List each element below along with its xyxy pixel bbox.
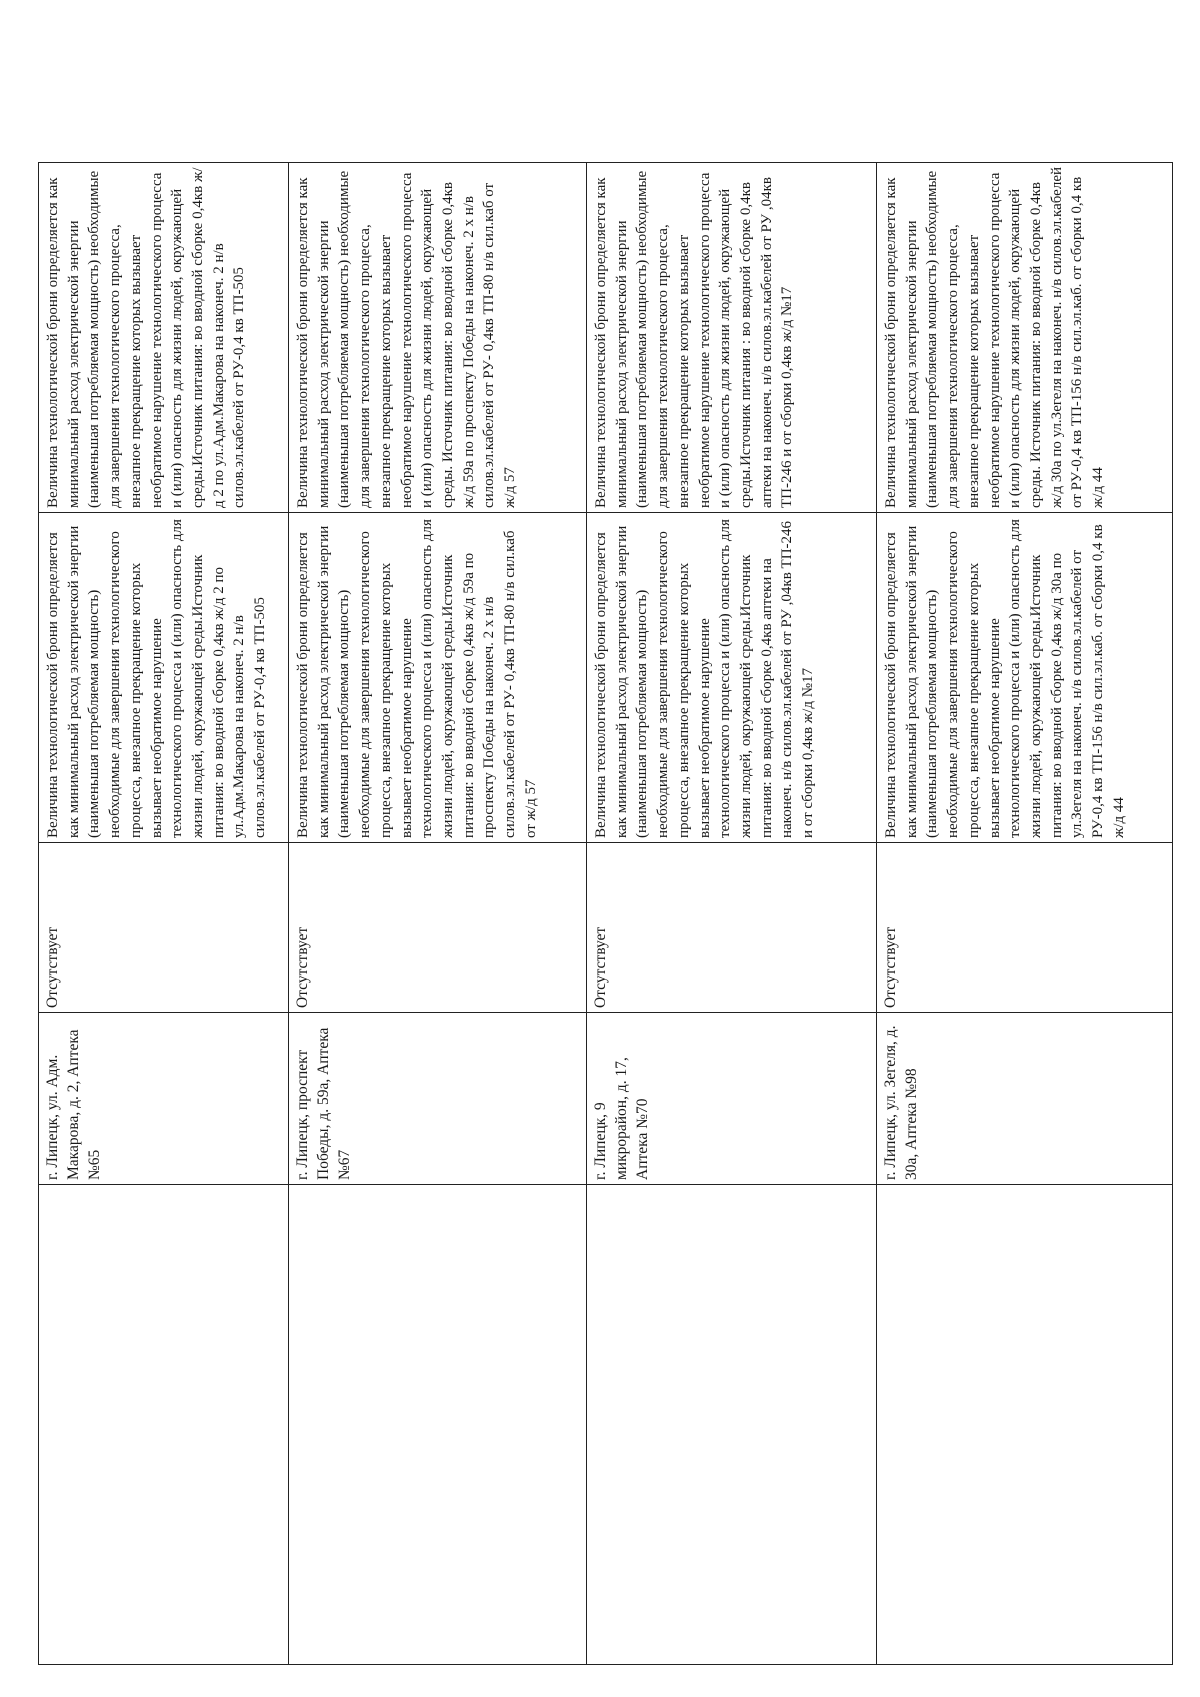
description-cell: Величина технологической брони определяется как минимальный расход электрической энергии (наименьшая потребляемая мощность) необходимые для завершения технологического процесса, внезапное прекращение которых вызывает необратимое нарушение технологического процесса и (или) опасность для жизни людей, окружающей среды.Источник питания: во вводной сборке 0,4кв аптеки на наконеч. н/в силов.эл.кабелей от РУ ,04кв ТП-246 и от сборки 0,4кв ж/д №17 bbox=[587, 513, 877, 843]
status-cell: Отсутствует bbox=[39, 843, 289, 1013]
status-cell: Отсутствует bbox=[289, 843, 587, 1013]
description-cell: Величина технологической брони определяется как минимальный расход электрической энергии (наименьшая потребляемая мощность) необходимые для завершения технологического процесса, внезапное прекращение которых вызывает необратимое нарушение технологического процесса и (или) опасность для жизни людей, окружающей среды.Источник питания : во вводной сборке 0,4кв аптеки на наконеч. н/в силов.эл.кабелей от РУ ,04кв ТП-246 и от сборки 0,4кв ж/д №17 bbox=[587, 163, 877, 513]
description-cell: Величина технологической брони определяется как минимальный расход электрической энергии (наименьшая потребляемая мощность) необходимые для завершения технологического процесса, внезапное прекращение которых вызывает необратимое нарушение технологического процесса и (или) опасность для жизни людей, окружающей среды.Источник питания: во вводной сборке 0,4кв ж/д 2 по ул.Адм.Макарова на наконеч. 2 н/в силов.эл.кабелей от РУ-0,4 кв ТП-505 bbox=[39, 513, 289, 843]
empty-cell bbox=[289, 1185, 587, 1665]
description-cell: Величина технологической брони определяется как минимальный расход электрической энергии (наименьшая потребляемая мощность) необходимые для завершения технологического процесса, внезапное прекращение которых вызывает необратимое нарушение технологического процесса и (или) опасность для жизни людей, окружающей среды. Источник питания: во вводной сборке 0,4кв ж/д 30а по ул.Зегеля на наконеч. н/в силов.эл.кабелей от РУ-0,4 кв ТП-156 н/в сил.эл.каб. от сборки 0,4 кв ж/д 44 bbox=[877, 163, 1173, 513]
empty-cell bbox=[39, 1185, 289, 1665]
table-row bbox=[39, 163, 289, 1665]
description-cell: Величина технологической брони определяется как минимальный расход электрической энергии (наименьшая потребляемая мощность) необходимые для завершения технологического процесса, внезапное прекращение которых вызывает необратимое нарушение технологического процесса и (или) опасность для жизни людей, окружающей среды.Источник питания: во вводной сборке 0,4кв ж/д 30а по ул.Зегеля на наконеч. н/в силов.эл.кабелей от РУ-0,4 кв ТП-156 н/в сил.эл.каб. от сборки 0,4 кв ж/д 44 bbox=[877, 513, 1173, 843]
description-cell: Величина технологической брони определяется как минимальный расход электрической энергии (наименьшая потребляемая мощность) необходимые для завершения технологического процесса, внезапное прекращение которых вызывает необратимое нарушение технологического процесса и (или) опасность для жизни людей, окружающей среды.Источник питания: во вводной сборке 0,4кв ж/д 2 по ул.Адм.Макарова на наконеч. 2 н/в силов.эл.кабелей от РУ-0,4 кв ТП-505 bbox=[39, 163, 289, 513]
address-cell: г. Липецк, ул. Адм. Макарова, д. 2, Аптека №65 bbox=[39, 1013, 289, 1185]
table-row bbox=[877, 163, 1173, 1665]
description-cell: Величина технологической брони определяется как минимальный расход электрической энергии (наименьшая потребляемая мощность) необходимые для завершения технологического процесса, внезапное прекращение которых вызывает необратимое нарушение технологического процесса и (или) опасность для жизни людей, окружающей среды. Источник питания: во вводной сборке 0,4кв ж/д 59а по проспекту Победы на наконеч. 2 х н/в силов.эл.кабелей от РУ- 0,4кв ТП-80 н/в сил.каб от ж/д 57 bbox=[289, 163, 587, 513]
document-table bbox=[38, 162, 1173, 1665]
status-cell: Отсутствует bbox=[877, 843, 1173, 1013]
address-cell: г. Липецк, 9 микрорайон, д. 17, Аптека №70 bbox=[587, 1013, 877, 1185]
description-cell: Величина технологической брони определяется как минимальный расход электрической энергии (наименьшая потребляемая мощность) необходимые для завершения технологического процесса, внезапное прекращение которых вызывает необратимое нарушение технологического процесса и (или) опасность для жизни людей, окружающей среды.Источник питания: во вводной сборке 0,4кв ж/д 59а по проспекту Победы на наконеч. 2 х н/в силов.эл.кабелей от РУ- 0,4кв ТП-80 н/в сил.каб от ж/д 57 bbox=[289, 513, 587, 843]
table-row bbox=[587, 163, 877, 1665]
empty-cell bbox=[877, 1185, 1173, 1665]
address-cell: г. Липецк, ул. Зегеля, д. 30а, Аптека №98 bbox=[877, 1013, 1173, 1185]
address-cell: г. Липецк, проспект Победы, д. 59а, Аптека №67 bbox=[289, 1013, 587, 1185]
table-row bbox=[289, 163, 587, 1665]
status-cell: Отсутствует bbox=[587, 843, 877, 1013]
empty-cell bbox=[587, 1185, 877, 1665]
